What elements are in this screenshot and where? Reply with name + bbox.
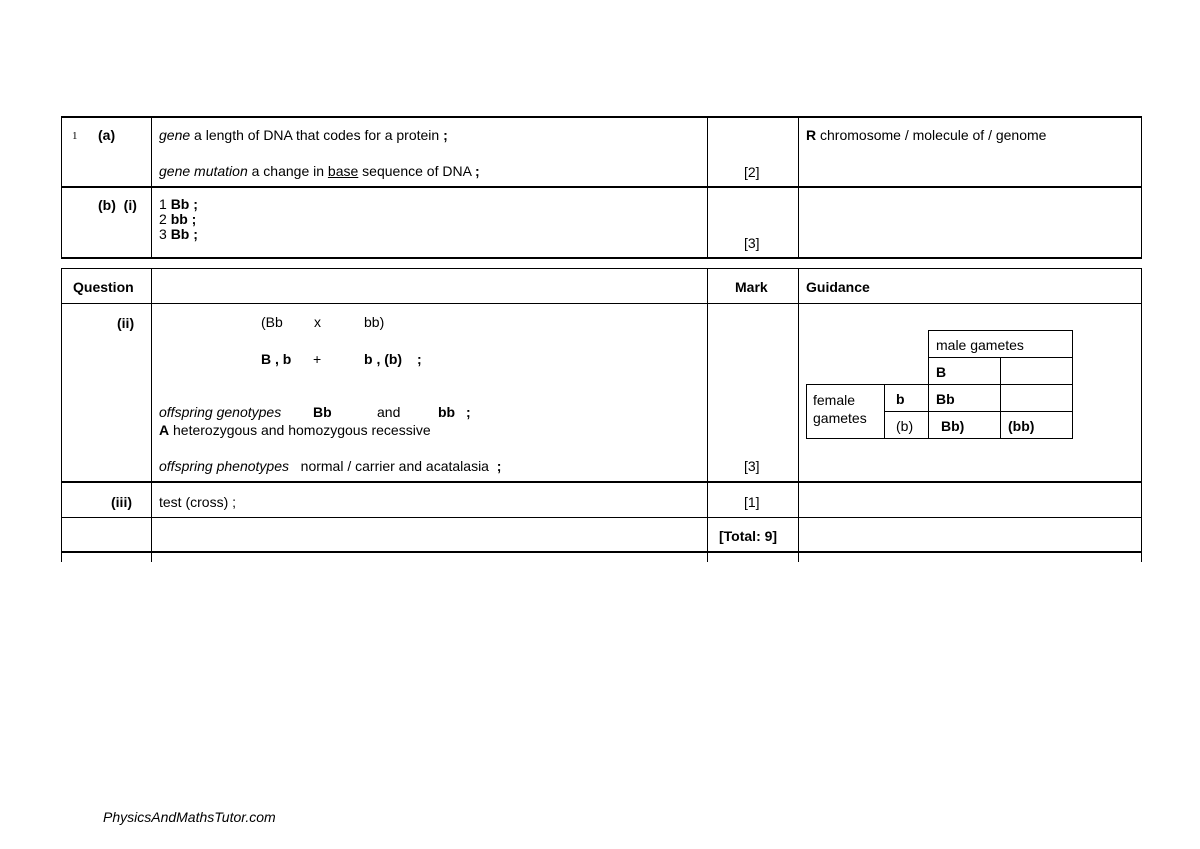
mark-value: [2] bbox=[744, 164, 760, 180]
gametes-parent-1: B , b bbox=[261, 351, 292, 367]
female-gametes-label: female gametes bbox=[813, 392, 867, 426]
header-guidance: Guidance bbox=[806, 279, 870, 295]
offspring-cell: Bb) bbox=[941, 418, 965, 434]
guidance-reject bbox=[806, 127, 1046, 143]
total-marks: [Total: 9] bbox=[719, 528, 778, 544]
underlined-keyword: base bbox=[327, 163, 359, 179]
question-number: 1 bbox=[72, 130, 78, 142]
reject-marker: R bbox=[806, 127, 817, 143]
mark-value: [3] bbox=[744, 235, 760, 251]
list-item: 3 Bb ; bbox=[159, 226, 198, 242]
definition-text: sequence of DNA bbox=[362, 163, 472, 179]
footer-source: PhysicsAndMathsTutor.com bbox=[103, 809, 276, 825]
mark-value: [3] bbox=[744, 458, 760, 474]
answer-gene-mutation-definition bbox=[159, 163, 480, 179]
mark-point: ; bbox=[466, 404, 471, 420]
phenotypes-label: offspring phenotypes bbox=[159, 458, 289, 474]
mark-value: [1] bbox=[744, 494, 760, 510]
answer-genotypes-list bbox=[159, 197, 198, 242]
part-label: (b) bbox=[98, 197, 116, 213]
mark-point: ; bbox=[496, 458, 502, 474]
subpart-label: (i) bbox=[123, 197, 137, 213]
header-question: Question bbox=[73, 279, 134, 295]
answer-gene-definition bbox=[159, 127, 448, 143]
mark-point: ; bbox=[417, 351, 422, 367]
offspring-cell: (bb) bbox=[1008, 418, 1035, 434]
header-mark: Mark bbox=[735, 279, 768, 295]
female-gamete-1: b bbox=[896, 391, 905, 407]
accept-alternative bbox=[159, 422, 431, 438]
cross-parent-2: bb) bbox=[364, 314, 385, 330]
list-item: 2 bb ; bbox=[159, 211, 197, 227]
male-gamete-1: B bbox=[936, 364, 947, 380]
accept-text: heterozygous and homozygous recessive bbox=[173, 422, 431, 438]
subpart-label: (ii) bbox=[117, 315, 135, 331]
question-part bbox=[98, 197, 137, 213]
mark-point: ; bbox=[443, 127, 448, 143]
subpart-label: (iii) bbox=[111, 494, 132, 510]
male-gametes-header: male gametes bbox=[936, 337, 1024, 353]
definition-text: a length of DNA that codes for a protein bbox=[194, 127, 440, 143]
plus-symbol: + bbox=[313, 351, 322, 367]
female-gamete-2: (b) bbox=[896, 418, 914, 434]
genotype-and: and bbox=[377, 404, 401, 420]
genotype-1: Bb bbox=[313, 404, 332, 420]
genotypes-label: offspring genotypes bbox=[159, 404, 282, 420]
mark-point: ; bbox=[475, 163, 480, 179]
term-gene-mutation: gene mutation bbox=[159, 163, 248, 179]
gametes-parent-2: b , (b) bbox=[364, 351, 403, 367]
list-item: 1 Bb ; bbox=[159, 196, 198, 212]
term-gene: gene bbox=[159, 127, 191, 143]
cross-parent-1: (Bb bbox=[261, 314, 283, 330]
phenotypes-answer bbox=[159, 458, 501, 474]
answer-test-cross: test (cross) ; bbox=[159, 494, 237, 510]
accept-marker: A bbox=[159, 422, 170, 438]
offspring-cell: Bb bbox=[936, 391, 955, 407]
guidance-text: chromosome / molecule of / genome bbox=[820, 127, 1047, 143]
definition-text: a change in bbox=[251, 163, 325, 179]
phenotypes-text: normal / carrier and acatalasia bbox=[300, 458, 489, 474]
genotype-2: bb bbox=[438, 404, 456, 420]
question-part: (a) bbox=[98, 127, 116, 143]
cross-symbol: x bbox=[314, 314, 321, 330]
